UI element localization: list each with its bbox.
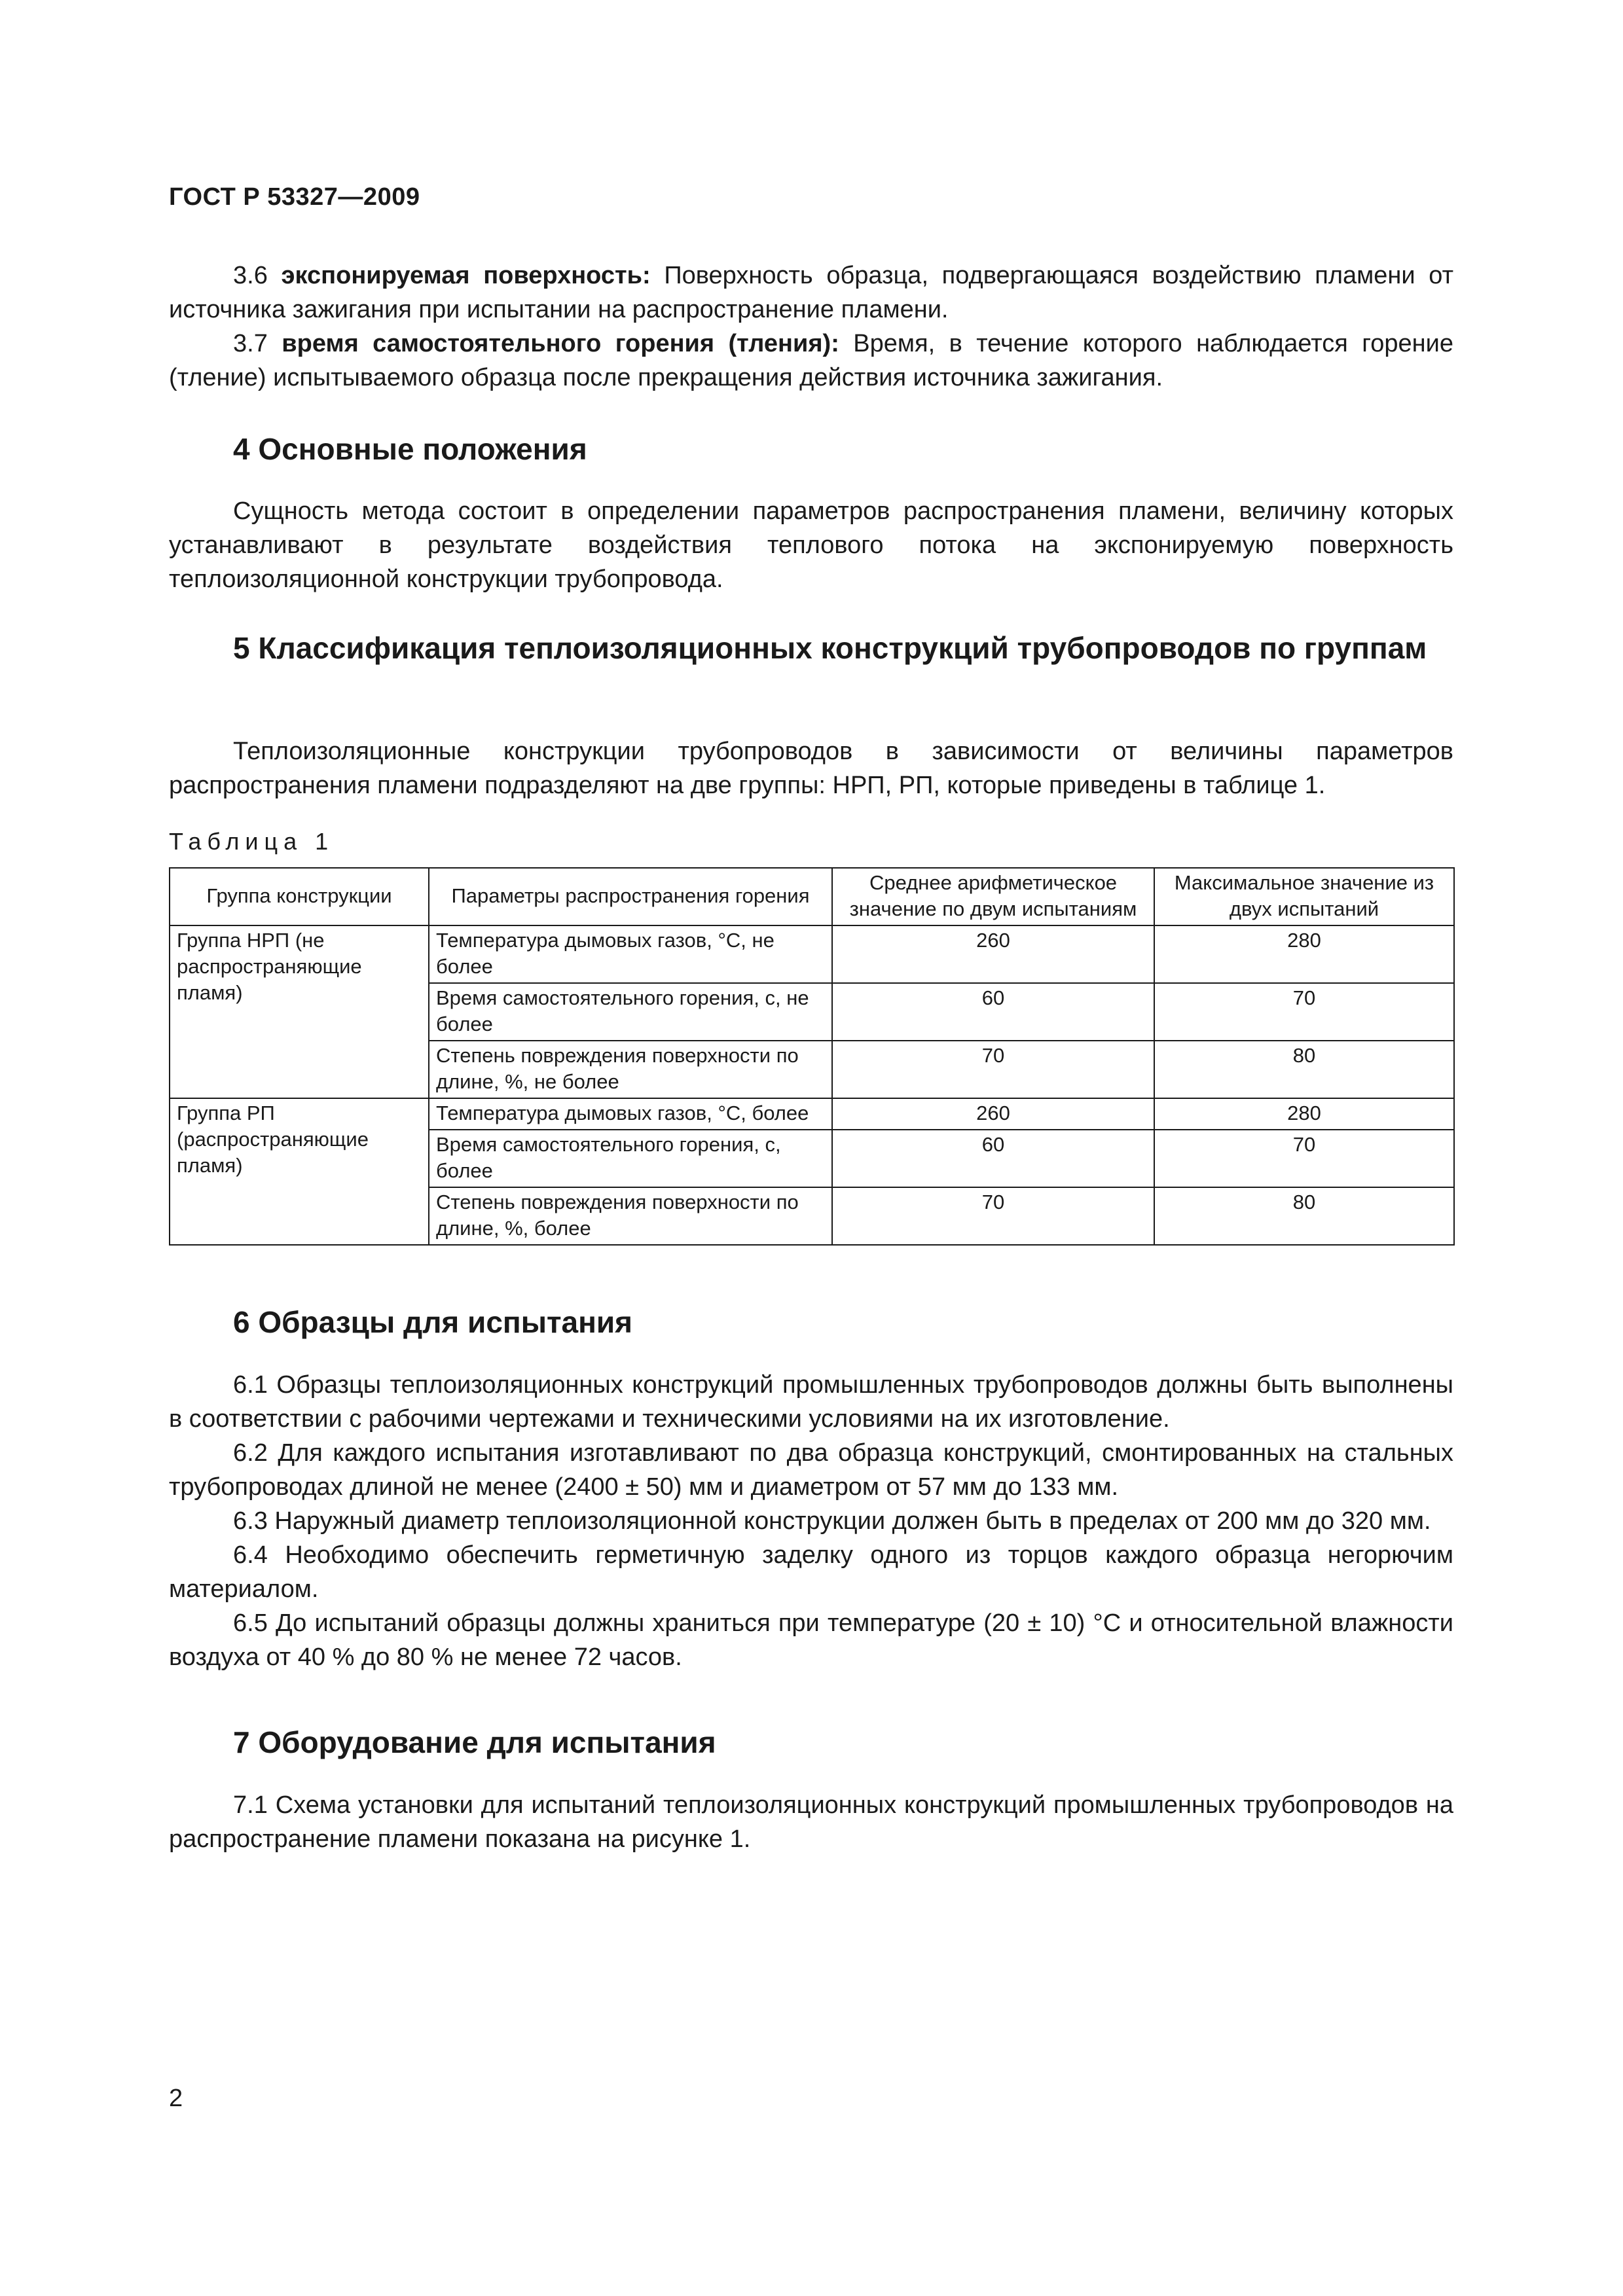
max-cell: 70 <box>1154 983 1454 1041</box>
section-7-body <box>169 1788 1453 1856</box>
column-header: Параметры распространения горения <box>429 868 832 925</box>
table-row <box>170 925 1454 983</box>
table-header-row <box>170 868 1454 925</box>
param-cell: Температура дымовых газов, °С, не более <box>429 925 832 983</box>
section-4-text: Сущность метода состоит в определении параметров распространения пламени, величину которых устанавливают в результате воздействия теплового потока на экспонируемую поверхность теплоизоляционной конструкции трубопровода. <box>169 497 1453 593</box>
definitions-block <box>169 259 1453 395</box>
avg-cell: 70 <box>832 1041 1154 1098</box>
avg-cell: 260 <box>832 1098 1154 1130</box>
item-6-2: 6.2 Для каждого испытания изготавливают по два образца конструкций, смонтированных на стальных трубопроводах длиной не менее (2400 ± 50) мм и диаметром от 57 мм до 133 мм. <box>169 1439 1453 1501</box>
max-cell: 70 <box>1154 1130 1454 1187</box>
document-header: ГОСТ Р 53327—2009 <box>169 183 420 211</box>
max-cell: 280 <box>1154 925 1454 983</box>
section-5-title: 5 Классификация теплоизоляционных конструкций трубопроводов по группам <box>233 631 1427 665</box>
table-row <box>170 1098 1454 1130</box>
section-4-title: 4 Основные положения <box>233 432 587 466</box>
definition-term: время самостоятельного горения (тления): <box>282 330 839 357</box>
definition-term: экспонируемая поверхность: <box>281 262 651 289</box>
section-5 <box>169 628 1453 668</box>
group-cell: Группа НРП (не распространяющие пламя) <box>170 925 429 1098</box>
section-5-text: Теплоизоляционные конструкции трубопроводов в зависимости от величины параметров распространения пламени подразделяют на две группы: НРП, РП, которые приведены в таблице 1. <box>169 738 1453 799</box>
item-6-5: 6.5 До испытаний образцы должны храниться при температуре (20 ± 10) °С и относительной влажности воздуха от 40 % до 80 % не менее 72 часов. <box>169 1609 1453 1671</box>
param-cell: Время самостоятельного горения, с, более <box>429 1130 832 1187</box>
section-5-body <box>169 734 1453 802</box>
param-cell: Время самостоятельного горения, с, не более <box>429 983 832 1041</box>
avg-cell: 60 <box>832 1130 1154 1187</box>
section-6-title: 6 Образцы для испытания <box>233 1305 632 1339</box>
section-4 <box>169 429 1453 469</box>
max-cell: 80 <box>1154 1041 1454 1098</box>
page-number: 2 <box>169 2085 183 2112</box>
avg-cell: 70 <box>832 1187 1154 1245</box>
max-cell: 80 <box>1154 1187 1454 1245</box>
max-cell: 280 <box>1154 1098 1454 1130</box>
section-7 <box>169 1723 1453 1762</box>
section-4-body <box>169 494 1453 596</box>
definition-3-6: 3.6 экспонируемая поверхность: Поверхность образца, подвергающаяся воздействию пламени от источника зажигания при испытании на распространение пламени. <box>169 262 1453 323</box>
param-cell: Степень повреждения поверхности по длине, %, не более <box>429 1041 832 1098</box>
avg-cell: 60 <box>832 983 1154 1041</box>
param-cell: Степень повреждения поверхности по длине, %, более <box>429 1187 832 1245</box>
param-cell: Температура дымовых газов, °С, более <box>429 1098 832 1130</box>
item-7-1: 7.1 Схема установки для испытаний теплоизоляционных конструкций промышленных трубопроводов на распространение пламени показана на рисунке 1. <box>169 1791 1453 1853</box>
section-6 <box>169 1302 1453 1342</box>
avg-cell: 260 <box>832 925 1154 983</box>
group-cell: Группа РП (распространяющие пламя) <box>170 1098 429 1245</box>
column-header: Группа конструкции <box>170 868 429 925</box>
column-header: Максимальное значение из двух испытаний <box>1154 868 1454 925</box>
item-6-4: 6.4 Необходимо обеспечить герметичную заделку одного из торцов каждого образца негорючим материалом. <box>169 1541 1453 1603</box>
column-header: Среднее арифметическое значение по двум испытаниям <box>832 868 1154 925</box>
item-6-3: 6.3 Наружный диаметр теплоизоляционной конструкции должен быть в пределах от 200 мм до 320 мм. <box>233 1507 1431 1535</box>
table-caption: Таблица 1 <box>169 828 335 855</box>
section-7-title: 7 Оборудование для испытания <box>233 1725 716 1759</box>
section-6-body <box>169 1368 1453 1674</box>
definition-3-7: 3.7 время самостоятельного горения (тления): Время, в течение которого наблюдается горение (тление) испытываемого образца после прекращения действия источника зажигания. <box>169 330 1454 391</box>
classification-table <box>169 867 1455 1246</box>
item-6-1: 6.1 Образцы теплоизоляционных конструкций промышленных трубопроводов должны быть выполнены в соответствии с рабочими чертежами и техническими условиями на их изготовление. <box>169 1371 1453 1433</box>
